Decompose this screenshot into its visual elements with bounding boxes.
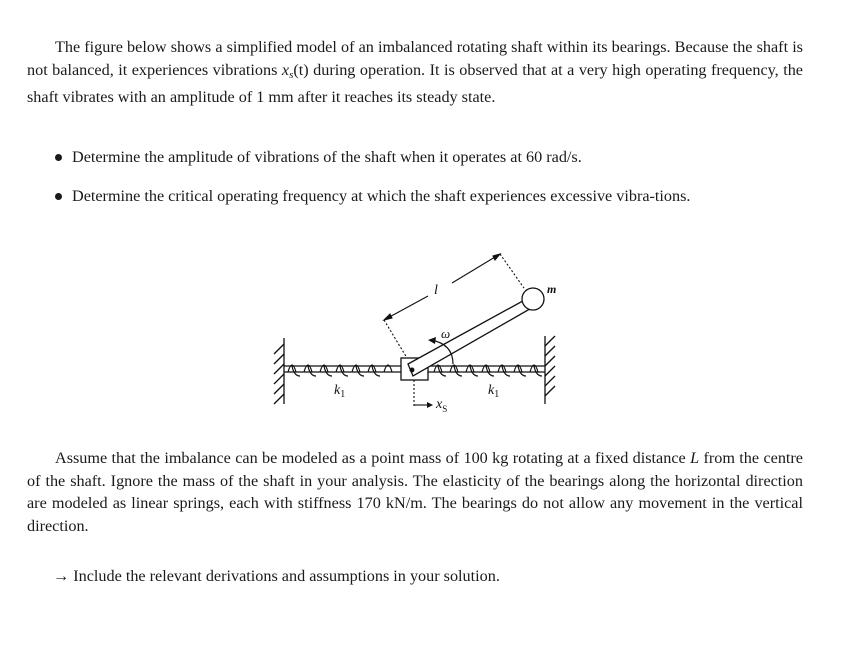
right-wall-icon (545, 336, 555, 404)
displacement-arrow-icon (427, 402, 433, 408)
spring-right-label: $k_1$ (488, 383, 500, 400)
intro-text-before: The figure below shows a simplified model of an imbalanced rotating shaft within its bearings. Because the shaft is not balanced, it experiences vibrations (27, 38, 803, 79)
point-mass-icon (522, 288, 544, 310)
task-list (52, 146, 804, 223)
mass-label: m (547, 282, 557, 296)
task-item: Determine the critical operating frequency at which the shaft experiences excessive vibra-tions. (52, 185, 804, 208)
note-text: Include the relevant derivations and assumptions in your solution. (73, 567, 500, 585)
omega-label: ω (441, 326, 451, 341)
spring-left-label: $k_1$ (334, 383, 346, 400)
math-xs: $x_s(t)$ (281, 60, 309, 81)
intro-paragraph (27, 36, 803, 109)
left-wall-icon (274, 338, 284, 404)
bullet-icon (55, 154, 62, 161)
instruction-note (53, 567, 500, 586)
assumptions-text-after: from the centre of the shaft. Ignore the mass of the shaft in your analysis. The elasticity of the bearings along the horizontal direction are modeled as linear springs, each with stiffness 170 kN/m. The bearings do not allow any movement in the vertical direction. (27, 449, 803, 535)
rotating-arm (408, 297, 535, 376)
displacement-label: $x_S$ (436, 397, 448, 414)
intro-text-after: during operation. It is observed that at a very high operating frequency, the shaft vibrates with an amplitude of 1 mm after it reaches its steady state. (27, 60, 803, 106)
arrow-right-icon: → (53, 567, 70, 585)
bullet-icon (55, 193, 62, 200)
shaft-diagram (262, 240, 582, 420)
assumptions-text-before: Assume that the imbalance can be modeled as a point mass of 100 kg rotating at a fixed distance (55, 449, 691, 467)
math-L: L (690, 449, 700, 467)
length-label: l (434, 283, 438, 298)
task-item: Determine the amplitude of vibrations of the shaft when it operates at 60 rad/s. (52, 146, 804, 169)
assumptions-paragraph (27, 447, 803, 537)
